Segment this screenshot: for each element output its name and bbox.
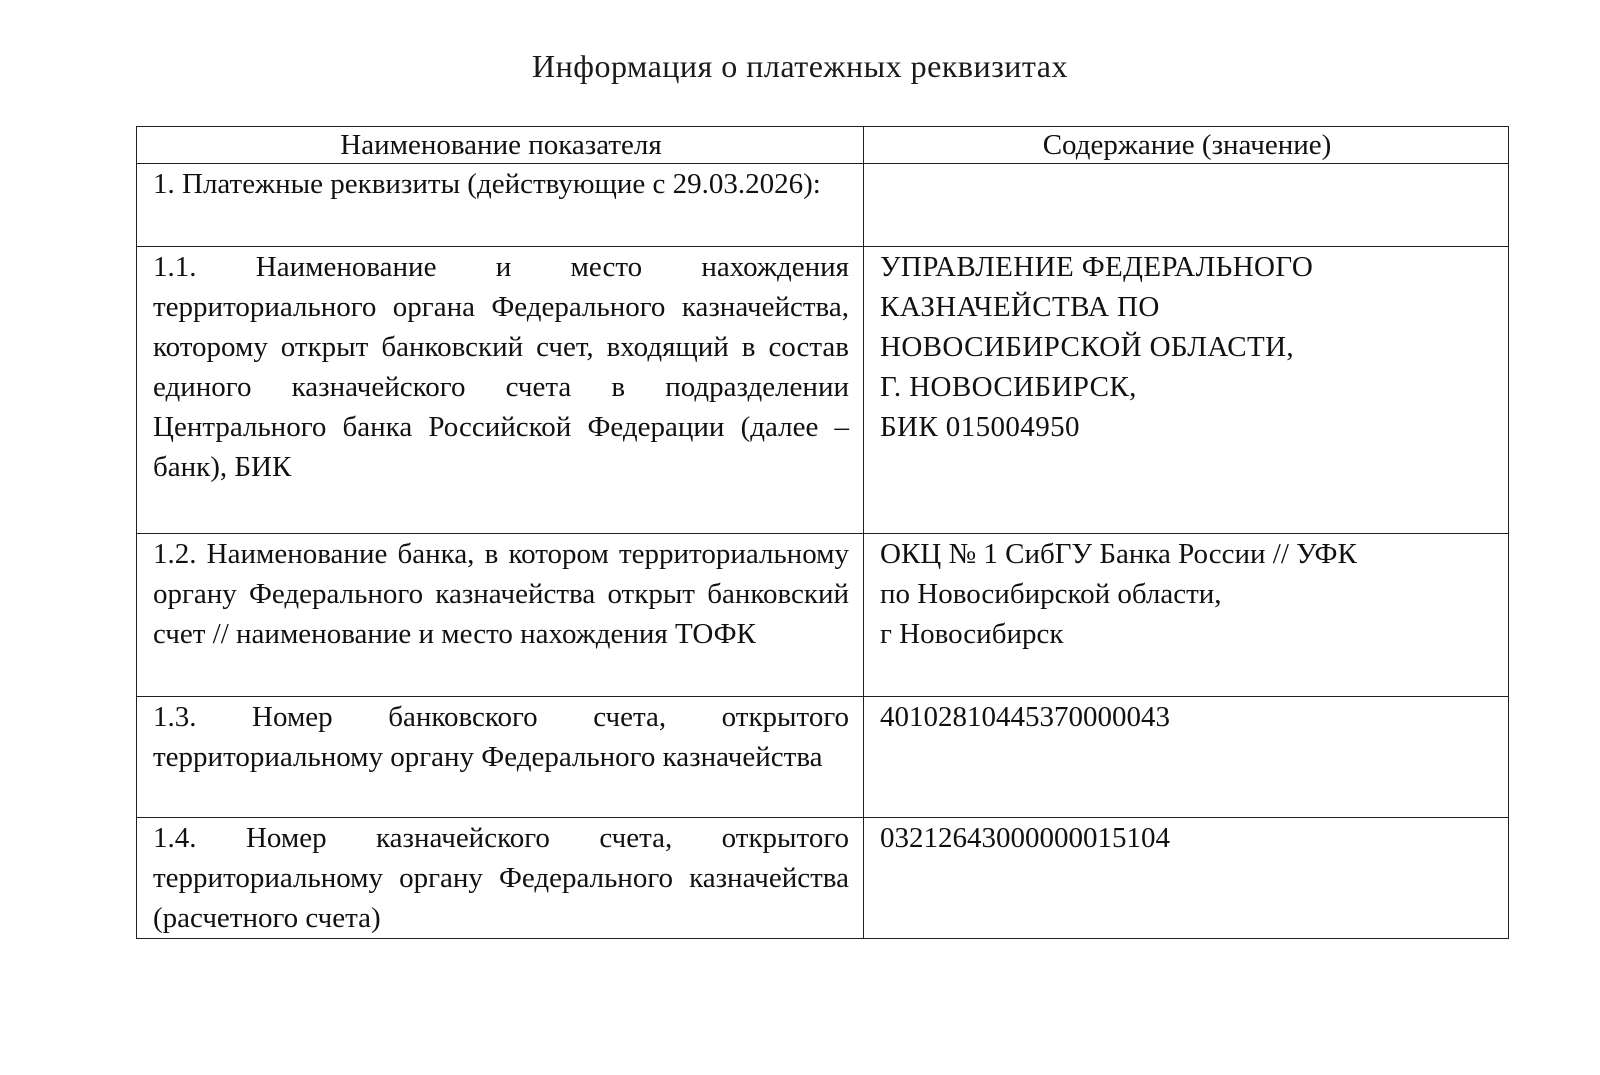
row-indicator: 1. Платежные реквизиты (действующие с 29.03.2026): xyxy=(137,164,864,247)
account-number: 40102810445370000043 xyxy=(880,701,1170,733)
table-row xyxy=(137,697,1509,818)
payment-details-table xyxy=(136,126,1509,939)
value-line: БИК 015004950 xyxy=(880,411,1080,443)
row-value xyxy=(864,164,1509,247)
value-line: ОКЦ № 1 СибГУ Банка России // УФК xyxy=(880,538,1357,570)
row-indicator: 1.2. Наименование банка, в котором территориальному органу Федерального казначейства открыт банковский счет // наименование и место нахождения ТОФК xyxy=(137,534,864,697)
page-title: Информация о платежных реквизитах xyxy=(532,48,1068,84)
row-value xyxy=(864,247,1509,534)
value-line: г Новосибирск xyxy=(880,618,1064,650)
value-line: Г. НОВОСИБИРСК, xyxy=(880,371,1137,403)
row-value xyxy=(864,818,1509,939)
table-row xyxy=(137,818,1509,939)
table-header-row xyxy=(137,127,1509,164)
table-row xyxy=(137,164,1509,247)
value-line: УПРАВЛЕНИЕ ФЕДЕРАЛЬНОГО xyxy=(880,251,1314,283)
treasury-account-number: 03212643000000015104 xyxy=(880,822,1170,854)
value-line: КАЗНАЧЕЙСТВА ПО xyxy=(880,291,1160,323)
table-row xyxy=(137,247,1509,534)
row-value xyxy=(864,534,1509,697)
value-line: НОВОСИБИРСКОЙ ОБЛАСТИ, xyxy=(880,331,1295,363)
row-indicator: 1.1. Наименование и место нахождения территориального органа Федерального казначейства, которому открыт банковский счет, входящий в состав единого казначейского счета в подразделении Центрального банка Российской Федерации (далее – банк), БИК xyxy=(137,247,864,534)
value-line: по Новосибирской области, xyxy=(880,578,1222,610)
row-indicator: 1.3. Номер банковского счета, открытого территориальному органу Федерального казначейства xyxy=(137,697,864,818)
header-value: Содержание (значение) xyxy=(864,127,1509,164)
header-indicator: Наименование показателя xyxy=(137,127,864,164)
row-value xyxy=(864,697,1509,818)
row-indicator: 1.4. Номер казначейского счета, открытого территориальному органу Федерального казначейства (расчетного счета) xyxy=(137,818,864,939)
table-row xyxy=(137,534,1509,697)
